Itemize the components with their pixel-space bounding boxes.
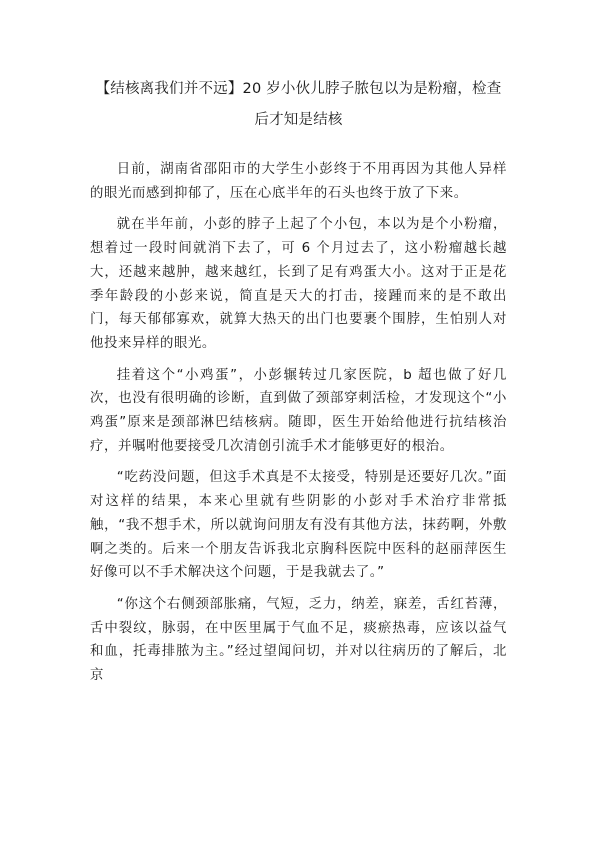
article-title: 【结核离我们并不远】20 岁小伙儿脖子脓包以为是粉瘤，检查后才知是结核	[95, 81, 502, 128]
article-paragraph-4: “吃药没问题，但这手术真是不太接受，特别是还要好几次。”面对这样的结果，本来心里就有些阴影的小彭对手术治疗非常抵触，“我不想手术，所以就询问朋友有没有其他方法，抹药啊，外敷啊之类的。后来一个朋友告诉我北京胸科医院中医科的赵丽萍医生好像可以不手术解决这个问题，于是我就去了。”	[90, 470, 507, 581]
article-paragraph-5: “你这个右侧颈部胀痛，气短，乏力，纳差，寐差，舌红苔薄，舌中裂纹，脉弱，在中医里属于气血不足，痰瘀热毒，应该以益气和血，托毒排脓为主。”经过望闻问切，并对以往病历的了解后，北京	[90, 596, 507, 684]
article-paragraph-1: 日前，湖南省邵阳市的大学生小彭终于不用再因为其他人异样的眼光而感到抑郁了，压在心底半年的石头也终于放了下来。	[90, 162, 507, 201]
article-paragraph-2: 就在半年前，小彭的脖子上起了个小包，本以为是个小粉瘤，想着过一段时间就消下去了，可 6 个月过去了，这小粉瘤越长越大，还越来越肿，越来越红，长到了足有鸡蛋大小。这对于正是花季年龄段的小彭来说，简直是天大的打击，接踵而来的是不敢出门，每天郁郁寡欢，就算大热天的出门也要裹个围脖，生怕别人对他投来异样的眼光。	[90, 217, 507, 351]
article-paragraph-3: 挂着这个“小鸡蛋”，小彭辗转过几家医院，b 超也做了好几次，也没有很明确的诊断，直到做了颈部穿刺活检，才发现这个“小鸡蛋”原来是颈部淋巴结核病。随即，医生开始给他进行抗结核治疗，并嘱咐他要接受几次清创引流手术才能够更好的根治。	[90, 367, 507, 454]
